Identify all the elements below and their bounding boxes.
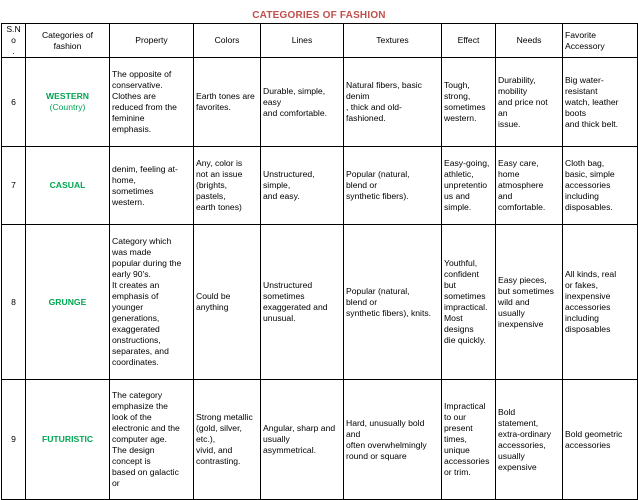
cell-lines: Durable, simple, easy and comfortable. <box>261 58 344 147</box>
cell-needs: Easy care, home atmosphere and comfortable. <box>496 147 563 225</box>
table-row <box>2 225 638 380</box>
cell-accessory: Cloth bag, basic, simple accessories including disposables. <box>563 147 638 225</box>
header-category: Categories of fashion <box>26 24 110 58</box>
cell-sno: 8 <box>2 225 26 380</box>
cell-textures: Popular (natural, blend or synthetic fibers). <box>344 147 442 225</box>
cell-property <box>110 380 194 500</box>
category-name: FUTURISTIC <box>41 434 94 444</box>
cell-property: denim, feeling at- home, sometimes western. <box>110 147 194 225</box>
cell-effect: Youthful, confident but sometimes impractical. Most designs die quickly. <box>442 225 496 380</box>
cell-textures: Hard, unusually bold and often overwhelmingly round or square <box>344 380 442 500</box>
cell-category <box>26 225 110 380</box>
table-header-row <box>2 24 638 58</box>
table-row <box>2 380 638 500</box>
header-colors: Colors <box>194 24 261 58</box>
cell-sno: 9 <box>2 380 26 500</box>
cell-textures: Popular (natural, blend or synthetic fibers), knits. <box>344 225 442 380</box>
cell-colors: Any, color is not an issue (brights, pastels, earth tones) <box>194 147 261 225</box>
cell-needs: Durability, mobility and price not an issue. <box>496 58 563 147</box>
cell-property: The opposite of conservative. Clothes are reduced from the feminine emphasis. <box>110 58 194 147</box>
header-accessory: Favorite Accessory <box>563 24 638 58</box>
category-name: GRUNGE <box>48 296 87 307</box>
cell-colors: Earth tones are favorites. <box>194 58 261 147</box>
header-effect: Effect <box>442 24 496 58</box>
cell-category <box>26 147 110 225</box>
cell-property: Category which was made popular during the early 90's. It creates an emphasis of younger generations, exaggerated onstructions, separates, and coordinates. <box>110 225 194 380</box>
cell-needs: Easy pieces, but sometimes wild and usually inexpensive <box>496 225 563 380</box>
category-name: CASUAL <box>49 180 86 190</box>
cell-category <box>26 380 110 500</box>
cell-lines: Angular, sharp and usually asymmetrical. <box>261 380 344 500</box>
category-name: WESTERN <box>46 91 89 101</box>
cell-needs: Bold statement, extra-ordinary accessories, usually expensive <box>496 380 563 500</box>
cell-colors: Could be anything <box>194 225 261 380</box>
header-textures: Textures <box>344 24 442 58</box>
cell-effect: Impractical to our present times, unique accessories or trim. <box>442 380 496 500</box>
cell-accessory: All kinds, real or fakes, inexpensive accessories including disposables <box>563 225 638 380</box>
cell-colors: Strong metallic (gold, silver, etc.), vivid, and contrasting. <box>194 380 261 500</box>
table-row <box>2 147 638 225</box>
header-property: Property <box>110 24 194 58</box>
header-lines: Lines <box>261 24 344 58</box>
cell-effect: Tough, strong, sometimes western. <box>442 58 496 147</box>
cell-lines: Unstructured, simple, and easy. <box>261 147 344 225</box>
header-needs: Needs <box>496 24 563 58</box>
cell-sno: 7 <box>2 147 26 225</box>
page-title: CATEGORIES OF FASHION <box>252 10 386 21</box>
table-row <box>2 58 638 147</box>
cell-lines: Unstructured sometimes exaggerated and unusual. <box>261 225 344 380</box>
cell-sno: 6 <box>2 58 26 147</box>
cell-accessory: Big water- resistant watch, leather boots and thick belt. <box>563 58 638 147</box>
fashion-categories-table <box>1 23 638 500</box>
cell-effect: Easy-going, athletic, unpretentio us and simple. <box>442 147 496 225</box>
header-sno: S.No . <box>2 24 26 58</box>
property-text: The category emphasize the look of the electronic and the computer age. The design concept is based on galactic or <box>112 390 180 488</box>
cell-accessory: Bold geometric accessories <box>563 380 638 500</box>
category-subtitle: (Country) <box>49 102 86 112</box>
cell-textures: Natural fibers, basic denim , thick and old- fashioned. <box>344 58 442 147</box>
cell-category <box>26 58 110 147</box>
